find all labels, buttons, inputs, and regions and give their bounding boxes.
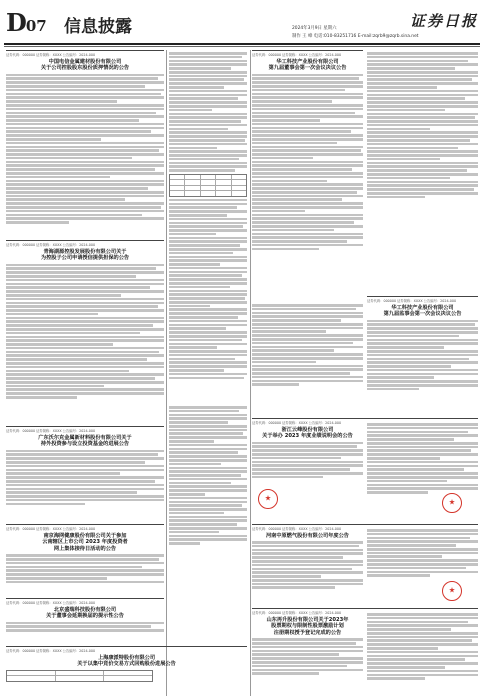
data-table [6, 670, 153, 682]
announcement [6, 50, 164, 237]
announcement-title: 河南中原燃气股份有限公司年度公告 [265, 532, 349, 539]
column-1 [6, 50, 164, 696]
announcement-title: 中国电信金属建材股份有限公司 关于公司控股股东股份质押情况的公告 [40, 58, 130, 72]
newspaper-masthead: 证券日报 [409, 12, 478, 30]
body-text [6, 264, 164, 399]
body-text [6, 622, 164, 632]
body-text [252, 304, 363, 386]
company-seal-icon [442, 493, 462, 513]
announcement-continuation [169, 50, 247, 400]
body-text [367, 52, 478, 198]
page-letter: D [6, 8, 26, 37]
announcement-title: 北京盛瑞科技股份有限公司 关于董事会延期换届的提示性公告 [46, 606, 124, 620]
announcement-title: 华工科技产业股份有限公司 第九届董事会第一次会议决议公告 [268, 58, 347, 72]
body-text [252, 442, 363, 479]
company-seal-icon [258, 489, 278, 509]
body-text [169, 406, 247, 545]
data-table [169, 174, 247, 197]
security-code-line: 证券代码：000000 证券简称：XXXX 公告编号：2024-000 [6, 527, 96, 531]
announcement-continuation [169, 406, 247, 590]
announcement-continuation [367, 50, 478, 300]
security-code-line: 证券代码：000000 证券简称：XXXX 公告编号：2024-000 [367, 299, 457, 303]
announcement-title: 广东沃尔克金属新材料股份有限公司关于 持外投资参与设立投资基金的进展公告 [38, 434, 132, 448]
page-number-digits: 07 [25, 17, 47, 35]
body-text [367, 320, 478, 391]
body-text [6, 450, 164, 506]
security-code-line: 证券代码：000000 证券简称：XXXX 公告编号：2024-000 [252, 53, 342, 57]
security-code-line: 证券代码：000000 证券简称：XXXX 公告编号：2024-000 [252, 421, 342, 425]
announcement [6, 426, 164, 521]
security-code-line: 证券代码：000000 证券简称：XXXX 公告编号：2024-000 [6, 601, 96, 605]
column-divider [250, 50, 251, 696]
contact-line: 制作 王 峰 电话:010-83251716 E-mail:zqrb9@zqrb.sina.net [292, 34, 419, 39]
body-text [6, 74, 164, 224]
body-text [252, 638, 363, 675]
announcement [6, 524, 164, 597]
announcement [252, 608, 478, 697]
announcement-title: 山东再升股份有限公司关于2023年 股票期权与限制性股票激励计划 注册期权授予登记完成的公告 [266, 616, 349, 636]
announcement-continuation [252, 304, 363, 414]
column-3 [252, 50, 478, 696]
security-code-line: 证券代码：000000 证券简称：XXXX 公告编号：2024-000 [6, 429, 96, 433]
announcement [252, 418, 478, 521]
security-code-line: 证券代码：000000 证券简称：XXXX 公告编号：2024-000 [6, 649, 96, 653]
column-divider [166, 50, 167, 696]
date-line: 2024年3月9日 星期六 [292, 26, 337, 31]
body-text [252, 541, 363, 589]
header-rule-thin [4, 46, 480, 47]
announcement [6, 240, 164, 423]
announcement-title: 南京海网健康股份有限公司关于参加 云南辖区上市公司 2023 年度投资者 网上集体接待日活动的公告 [42, 532, 128, 552]
security-code-line: 证券代码：000000 证券简称：XXXX 公告编号：2024-000 [6, 243, 96, 247]
security-code-line: 证券代码：000000 证券简称：XXXX 公告编号：2024-000 [252, 611, 342, 615]
security-code-line: 证券代码：000000 证券简称：XXXX 公告编号：2024-000 [252, 527, 342, 531]
announcement [6, 646, 247, 697]
body-text [169, 199, 247, 379]
body-text [367, 613, 478, 681]
header-rule [4, 43, 480, 45]
announcement [252, 50, 363, 301]
announcement [367, 296, 478, 415]
page-header [0, 0, 484, 42]
announcement [252, 524, 478, 605]
announcement [6, 598, 164, 643]
column-2 [169, 50, 247, 696]
announcement-title: 华工科技产业股份有限公司 第九届监事会第一次会议决议公告 [383, 304, 462, 318]
page-number [6, 8, 47, 37]
section-title: 信息披露 [64, 17, 132, 37]
security-code-line: 证券代码：000000 证券简称：XXXX 公告编号：2024-000 [6, 53, 96, 57]
announcement-title: 上海康派特股份有限公司 关于以集中竞价交易方式回购股份进展公告 [77, 654, 176, 668]
body-text [6, 554, 164, 583]
body-text [367, 529, 478, 578]
announcement-title: 浙江云峰股份有限公司 关于举办 2023 年度业绩说明会的公告 [262, 426, 353, 440]
body-text [169, 52, 247, 172]
body-text [367, 423, 478, 495]
body-text [252, 74, 363, 251]
announcement-title: 青海湖源控股发展股份有限公司关于 为控股子公司申请授信提供担保的公告 [40, 248, 130, 262]
company-seal-icon [442, 581, 462, 601]
